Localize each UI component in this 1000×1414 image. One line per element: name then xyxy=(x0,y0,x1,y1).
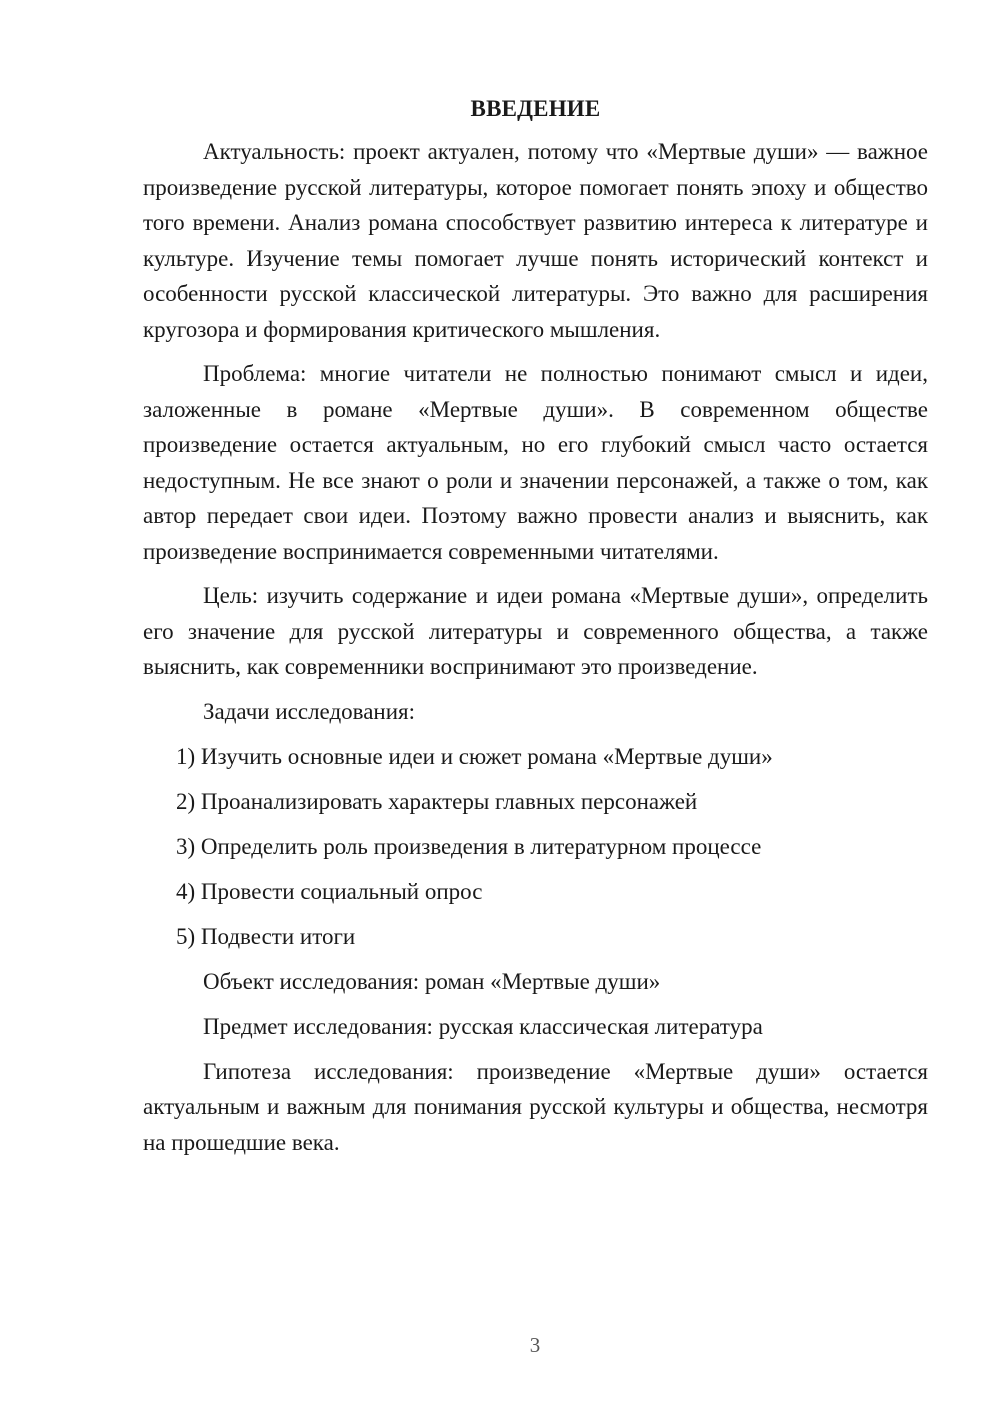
page-number: 3 xyxy=(529,1333,541,1357)
relevance-paragraph: Актуальность: проект актуален, потому что «Мертвые души» — важное произведение русской литературы, которое помогает понять эпоху и общество того времени. Анализ романа способствует развитию интереса к литературе и культуре. Изучение темы помогает лучше понять исторический контекст и особенности русской классической литературы. Это важно для расширения кругозора и формирования критического мышления. xyxy=(143,139,928,342)
goal-paragraph: Цель: изучить содержание и идеи романа «Мертвые души», определить его значение для русской литературы и современного общества, а также выяснить, как современники воспринимают это произведение. xyxy=(143,583,928,679)
task-item: 1) Изучить основные идеи и сюжет романа «Мертвые души» xyxy=(176,743,773,769)
task-item: 3) Определить роль произведения в литературном процессе xyxy=(176,833,762,859)
tasks-list xyxy=(143,739,928,955)
document-body xyxy=(143,96,928,1169)
research-object: Объект исследования: роман «Мертвые души» xyxy=(203,968,661,994)
task-item: 2) Проанализировать характеры главных персонажей xyxy=(176,788,698,814)
task-item: 5) Подвести итоги xyxy=(176,923,356,949)
research-subject: Предмет исследования: русская классическая литература xyxy=(203,1013,763,1039)
tasks-heading: Задачи исследования: xyxy=(203,698,416,724)
hypothesis-paragraph: Гипотеза исследования: произведение «Мертвые души» остается актуальным и важным для понимания русской культуры и общества, несмотря на прошедшие века. xyxy=(143,1058,928,1155)
section-title: ВВЕДЕНИЕ xyxy=(470,96,601,121)
problem-paragraph: Проблема: многие читатели не полностью понимают смысл и идеи, заложенные в романе «Мертвые души». В современном обществе произведение остается актуальным, но его глубокий смысл часто остается недоступным. Не все знают о роли и значении персонажей, а также о том, как автор передает свои идеи. Поэтому важно провести анализ и выяснить, как произведение воспринимается современными читателями. xyxy=(143,361,928,564)
task-item: 4) Провести социальный опрос xyxy=(176,878,483,904)
